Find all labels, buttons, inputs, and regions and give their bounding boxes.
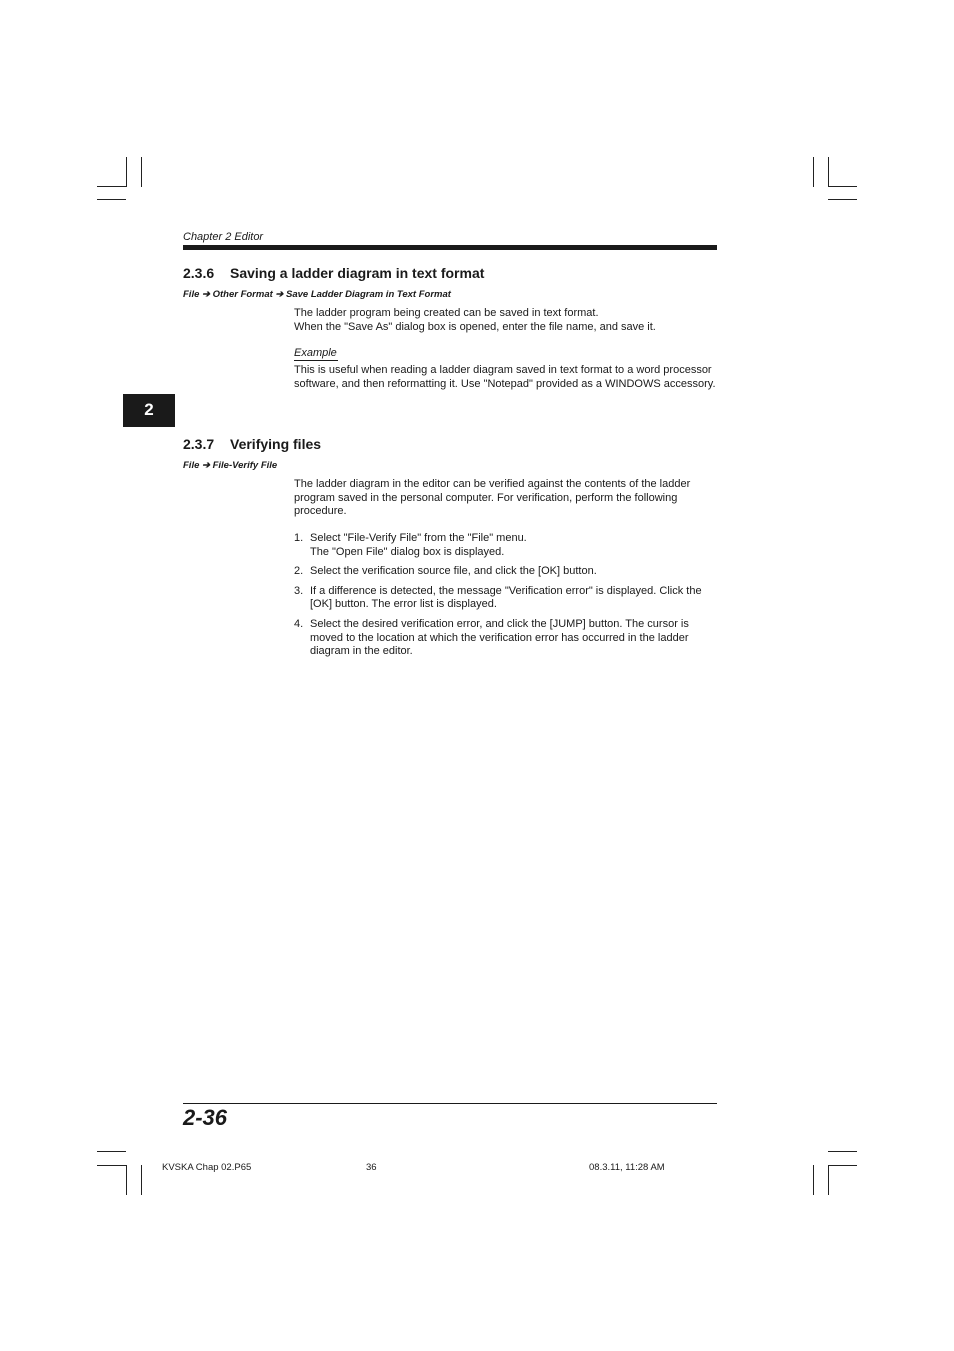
section-number: 2.3.6 (183, 265, 215, 281)
step-number: 2. (294, 565, 304, 578)
step-number: 3. (294, 584, 304, 597)
crop-mark (97, 199, 126, 200)
step-text: Select the verification source file, and click the [OK] button. (310, 565, 597, 578)
crop-mark (828, 199, 857, 200)
slug-filename: KVSKA Chap 02.P65 (162, 1162, 252, 1173)
paragraph: The ladder program being created can be saved in text format. (294, 307, 599, 319)
crop-mark (141, 157, 142, 187)
section-heading: Saving a ladder diagram in text format (230, 265, 485, 281)
slug-page: 36 (366, 1162, 377, 1173)
list-item (294, 532, 716, 559)
crop-mark (97, 1151, 126, 1152)
list-item (294, 585, 716, 612)
crop-mark (828, 157, 829, 187)
crop-mark (97, 1165, 126, 1166)
section-title-236 (183, 265, 484, 281)
step-text: If a difference is detected, the message "Verification error" is displayed. Click the [OK] button. The error list is displayed. (310, 584, 702, 611)
list-item (294, 618, 716, 659)
crop-mark (813, 157, 814, 187)
crop-mark (97, 186, 126, 187)
menu-path-236: File ➔ Other Format ➔ Save Ladder Diagram in Text Format (183, 289, 451, 300)
paragraph: When the "Save As" dialog box is opened, enter the file name, and save it. (294, 320, 656, 333)
crop-mark (828, 1165, 857, 1166)
crop-mark (828, 1165, 829, 1195)
step-number: 4. (294, 617, 304, 630)
section-title-237 (183, 436, 321, 452)
procedure-steps (294, 532, 716, 665)
crop-mark (126, 157, 127, 187)
header-rule (183, 245, 717, 250)
crop-mark (126, 1165, 127, 1195)
chapter-header: Chapter 2 Editor (183, 231, 264, 243)
slug-date: 08.3.11, 11:28 AM (589, 1162, 665, 1173)
crop-mark (828, 1151, 857, 1152)
menu-path-237: File ➔ File-Verify File (183, 460, 278, 471)
crop-mark (813, 1165, 814, 1195)
crop-mark (828, 186, 857, 187)
page-number: 2-36 (183, 1105, 228, 1130)
section-237-intro: The ladder diagram in the editor can be verified against the contents of the ladder program saved in the personal computer. For verification, perform the following procedure. (294, 478, 691, 518)
example-label: Example (294, 347, 337, 359)
example-text: This is useful when reading a ladder diagram saved in text format to a word processor software, and then reformatting it. Use "Notepad" provided as a WINDOWS accessory. (294, 364, 716, 390)
chapter-tab: 2 (123, 394, 175, 427)
section-heading: Verifying files (230, 436, 322, 452)
step-text: Select the desired verification error, and click the [JUMP] button. The cursor is moved to the location at which the verification error has occurred in the ladder diagram in the editor. (310, 617, 689, 658)
list-item (294, 565, 716, 579)
step-number: 1. (294, 532, 304, 544)
footer-rule (183, 1103, 717, 1104)
step-text: Select "File-Verify File" from the "File" menu. (310, 532, 527, 544)
section-number: 2.3.7 (183, 436, 215, 452)
crop-mark (141, 1165, 142, 1195)
section-236-body (294, 307, 716, 334)
step-text: The "Open File" dialog box is displayed. (310, 545, 505, 558)
